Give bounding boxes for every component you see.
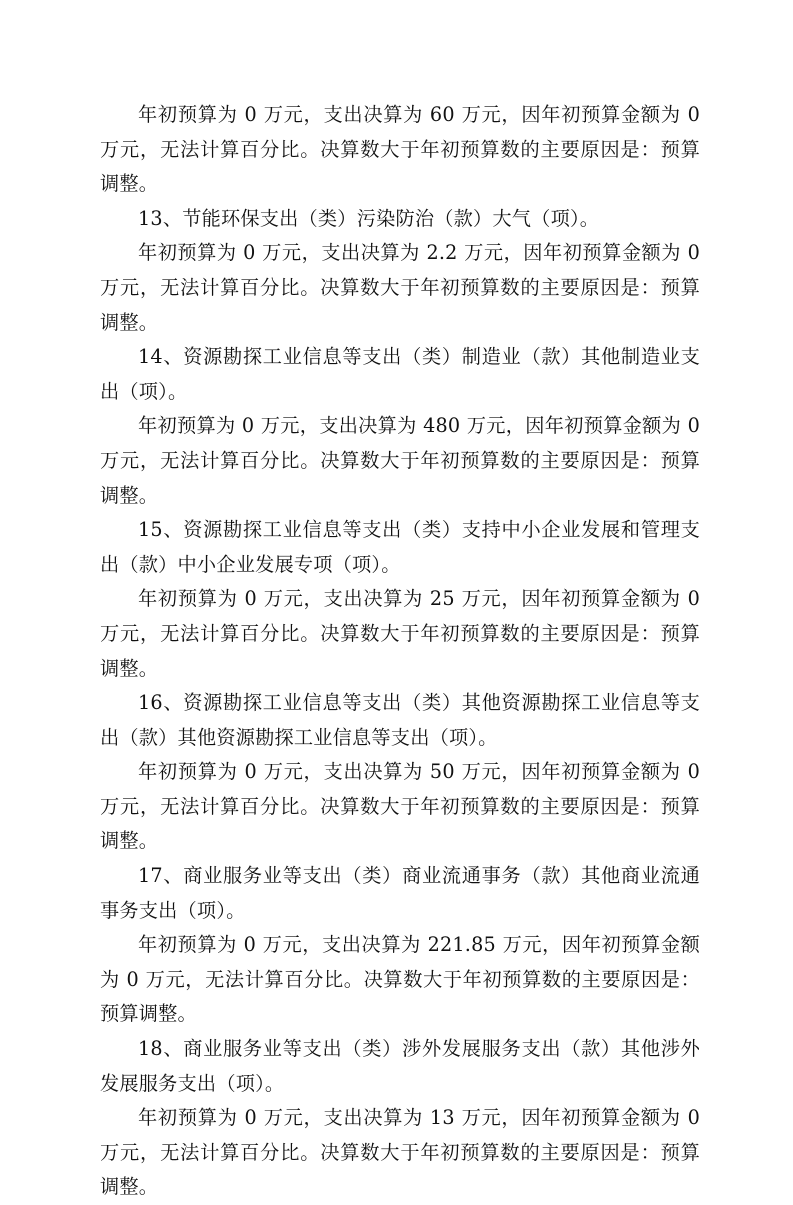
paragraph-item-heading: 16、资源勘探工业信息等支出（类）其他资源勘探工业信息等支出（款）其他资源勘探工业信息等支出（项）。 [100, 691, 700, 749]
paragraph-item-heading: 13、节能环保支出（类）污染防治（款）大气（项）。 [138, 206, 600, 230]
paragraph-item-heading: 18、商业服务业等支出（类）涉外发展服务支出（款）其他涉外发展服务支出（项）。 [100, 1037, 700, 1095]
paragraph-budget-note: 年初预算为 0 万元，支出决算为 60 万元，因年初预算金额为 0 万元，无法计算百分比。决算数大于年初预算数的主要原因是：预算调整。 [100, 103, 700, 196]
paragraph-item-heading: 15、资源勘探工业信息等支出（类）支持中小企业发展和管理支出（款）中小企业发展专项（项）。 [100, 518, 700, 576]
paragraph-item-heading: 14、资源勘探工业信息等支出（类）制造业（款）其他制造业支出（项）。 [100, 345, 700, 403]
paragraph-budget-note: 年初预算为 0 万元，支出决算为 25 万元，因年初预算金额为 0 万元，无法计算百分比。决算数大于年初预算数的主要原因是：预算调整。 [100, 587, 700, 680]
paragraph-budget-note: 年初预算为 0 万元，支出决算为 480 万元，因年初预算金额为 0 万元，无法计算百分比。决算数大于年初预算数的主要原因是：预算调整。 [100, 414, 700, 507]
paragraph-item-heading: 17、商业服务业等支出（类）商业流通事务（款）其他商业流通事务支出（项）。 [100, 864, 700, 922]
paragraph-budget-note: 年初预算为 0 万元，支出决算为 221.85 万元，因年初预算金额为 0 万元，无法计算百分比。决算数大于年初预算数的主要原因是：预算调整。 [100, 933, 700, 1026]
document-body [100, 98, 700, 1205]
paragraph-budget-note: 年初预算为 0 万元，支出决算为 50 万元，因年初预算金额为 0 万元，无法计算百分比。决算数大于年初预算数的主要原因是：预算调整。 [100, 760, 700, 853]
paragraph-budget-note: 年初预算为 0 万元，支出决算为 2.2 万元，因年初预算金额为 0 万元，无法计算百分比。决算数大于年初预算数的主要原因是：预算调整。 [100, 241, 700, 334]
paragraph-budget-note: 年初预算为 0 万元，支出决算为 13 万元，因年初预算金额为 0 万元，无法计算百分比。决算数大于年初预算数的主要原因是：预算调整。 [100, 1106, 700, 1199]
